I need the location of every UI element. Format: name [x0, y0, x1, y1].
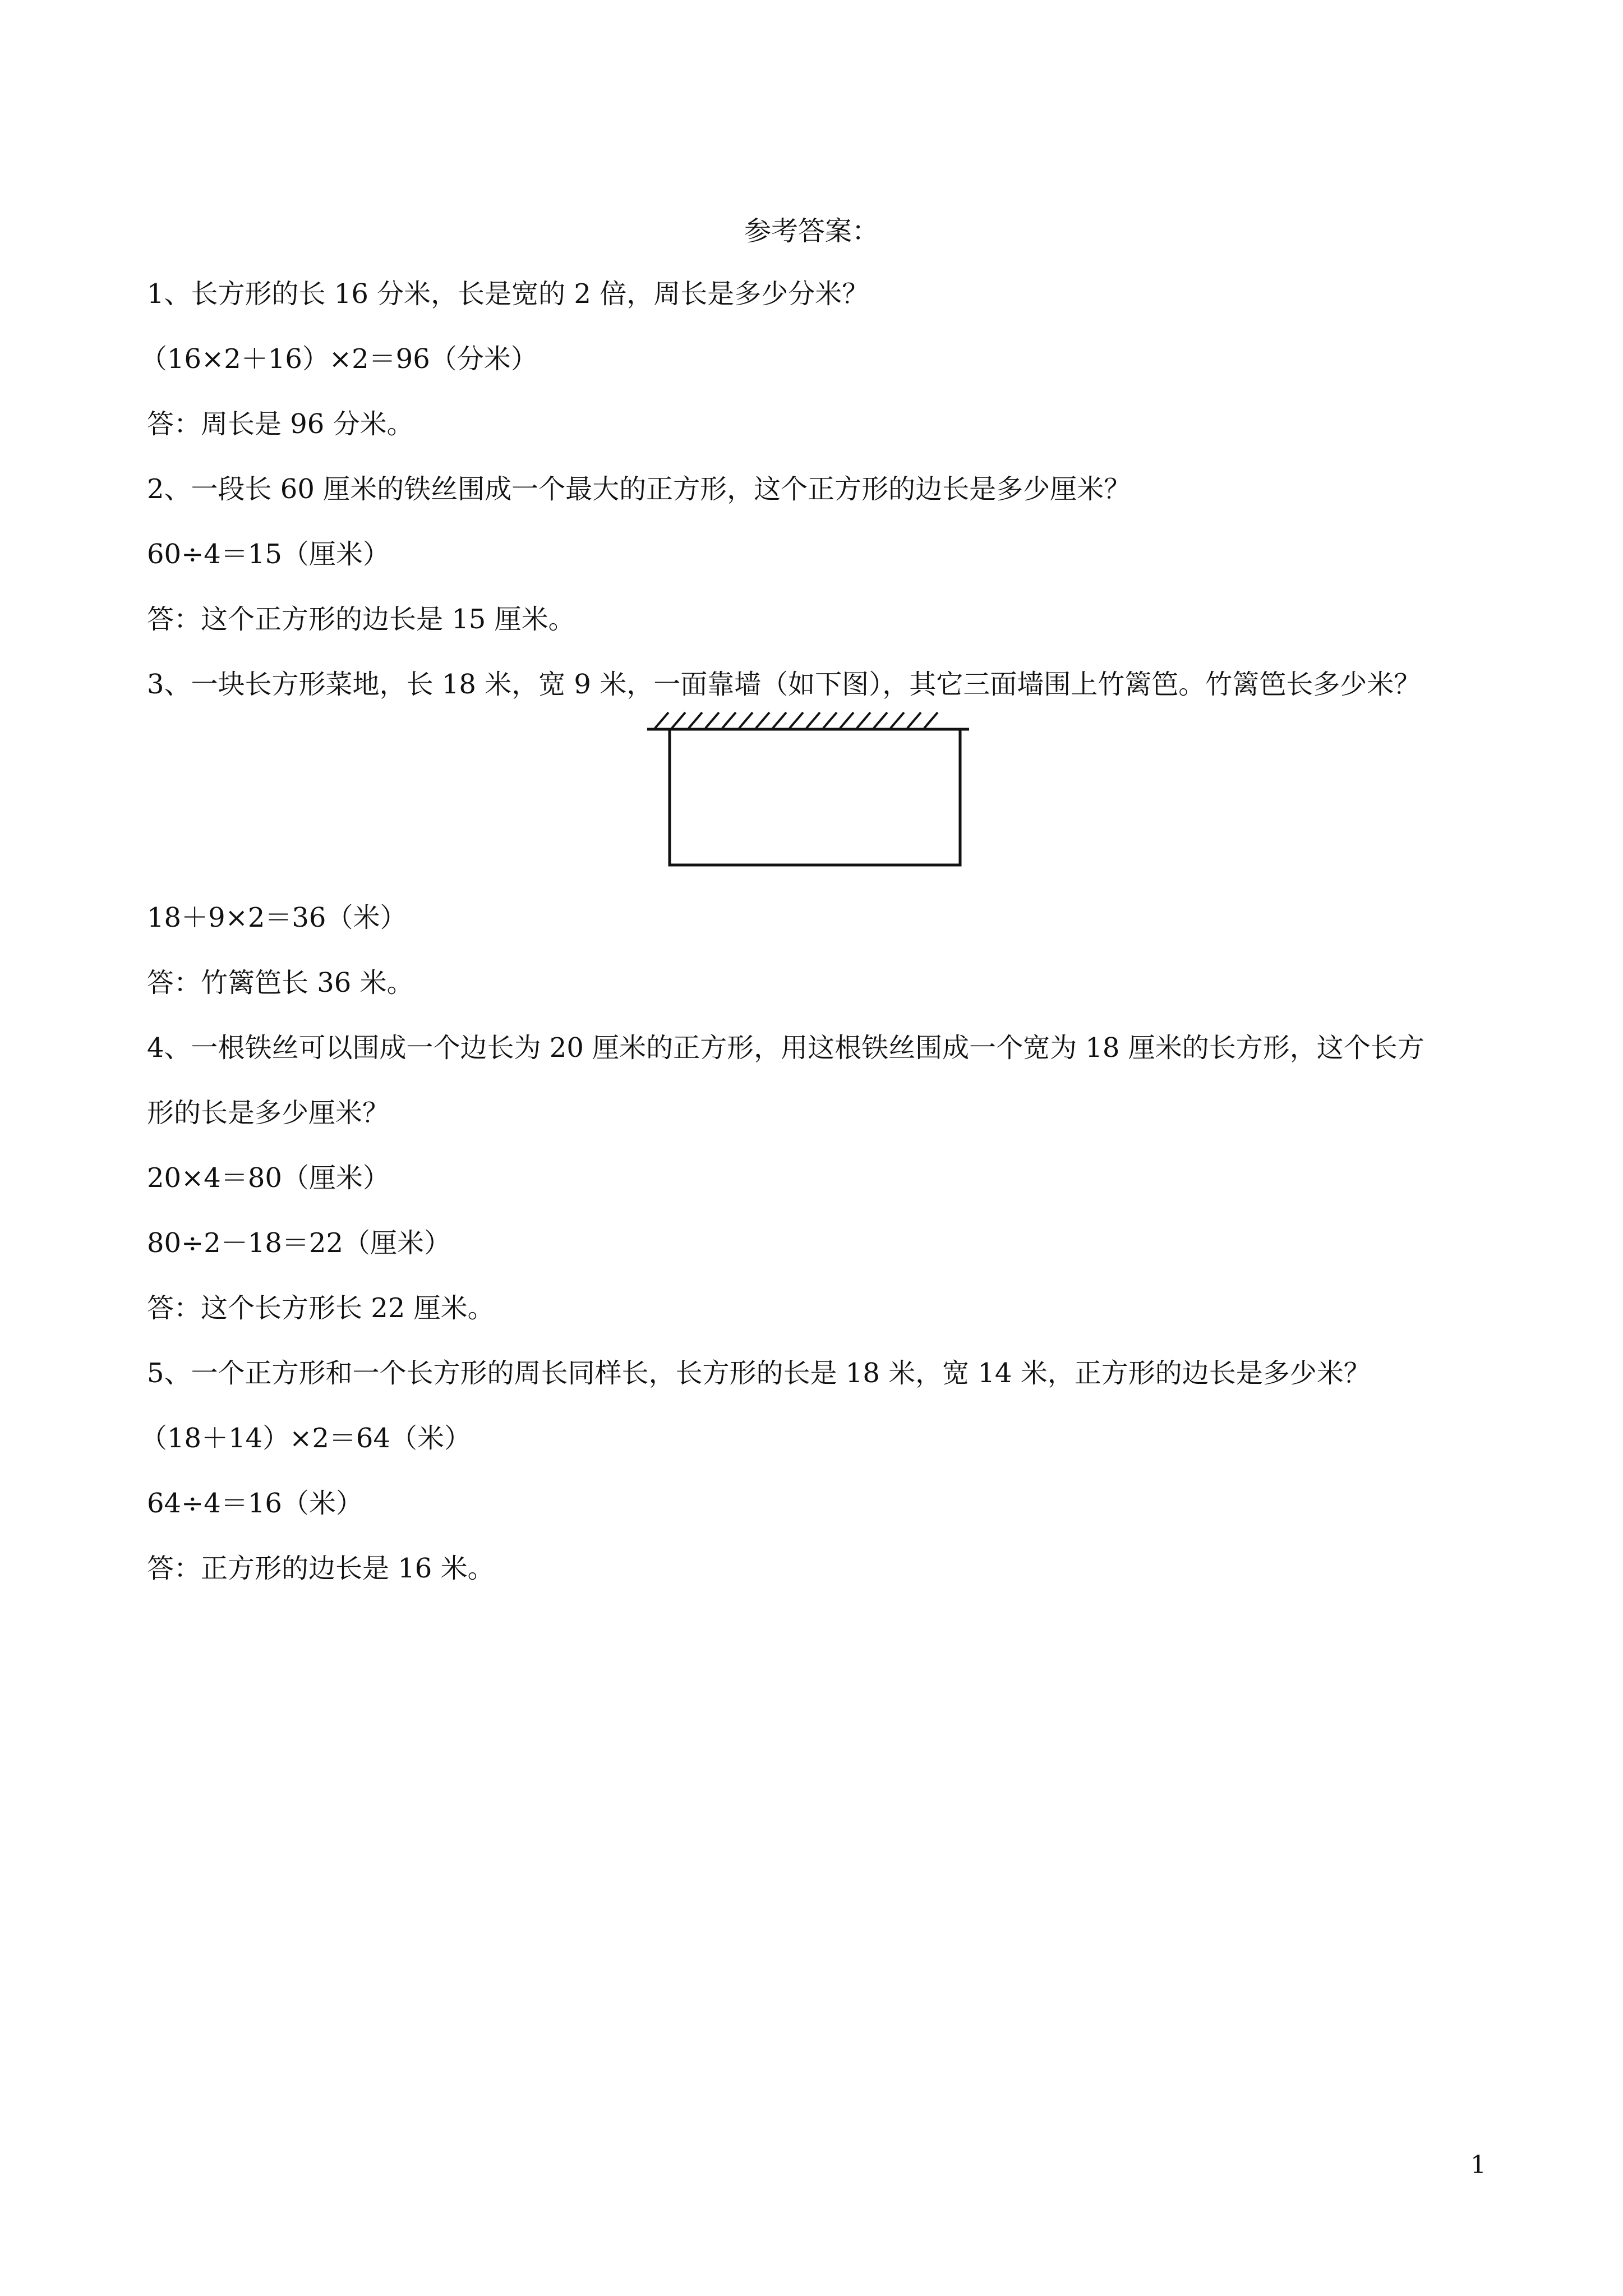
question-4-line-2: 形的长是多少厘米？: [147, 1097, 390, 1129]
question-4-calculation-2: 80÷2－18＝22（厘米）: [147, 1227, 451, 1259]
fence-rectangle: [670, 729, 960, 865]
question-3-answer: 答：竹篱笆长 36 米。: [147, 967, 414, 999]
page-number: 1: [1470, 2151, 1486, 2179]
question-4-line-1: 4、一根铁丝可以围成一个边长为 20 厘米的正方形，用这根铁丝围成一个宽为 18 厘米的长方形，这个长方: [147, 1032, 1424, 1064]
question-1-calculation: （16×2＋16）×2＝96（分米）: [140, 343, 538, 375]
question-5-calculation-1: （18＋14）×2＝64（米）: [140, 1423, 471, 1454]
question-5-answer: 答：正方形的边长是 16 米。: [147, 1553, 495, 1584]
question-2: 2、一段长 60 厘米的铁丝围成一个最大的正方形，这个正方形的边长是多少厘米？: [147, 473, 1131, 505]
question-5-calculation-2: 64÷4＝16（米）: [147, 1488, 363, 1519]
question-5: 5、一个正方形和一个长方形的周长同样长，长方形的长是 18 米，宽 14 米，正方形的边长是多少米？: [147, 1358, 1371, 1389]
question-1: 1、长方形的长 16 分米，长是宽的 2 倍，周长是多少分米？: [147, 278, 869, 310]
wall-fence-diagram: [643, 706, 974, 874]
question-4-answer: 答：这个长方形长 22 厘米。: [147, 1292, 495, 1324]
page-title: 参考答案：: [744, 215, 879, 247]
question-3: 3、一块长方形菜地，长 18 米，宽 9 米，一面靠墙（如下图），其它三面墙围上竹篱笆。竹篱笆长多少米？: [147, 669, 1421, 700]
question-2-answer: 答：这个正方形的边长是 15 厘米。: [147, 604, 575, 635]
question-3-calculation: 18＋9×2＝36（米）: [147, 902, 407, 933]
wall-hatching: [655, 712, 938, 728]
question-2-calculation: 60÷4＝15（厘米）: [147, 539, 390, 570]
question-4-calculation-1: 20×4＝80（厘米）: [147, 1162, 390, 1194]
question-1-answer: 答：周长是 96 分米。: [147, 408, 414, 440]
